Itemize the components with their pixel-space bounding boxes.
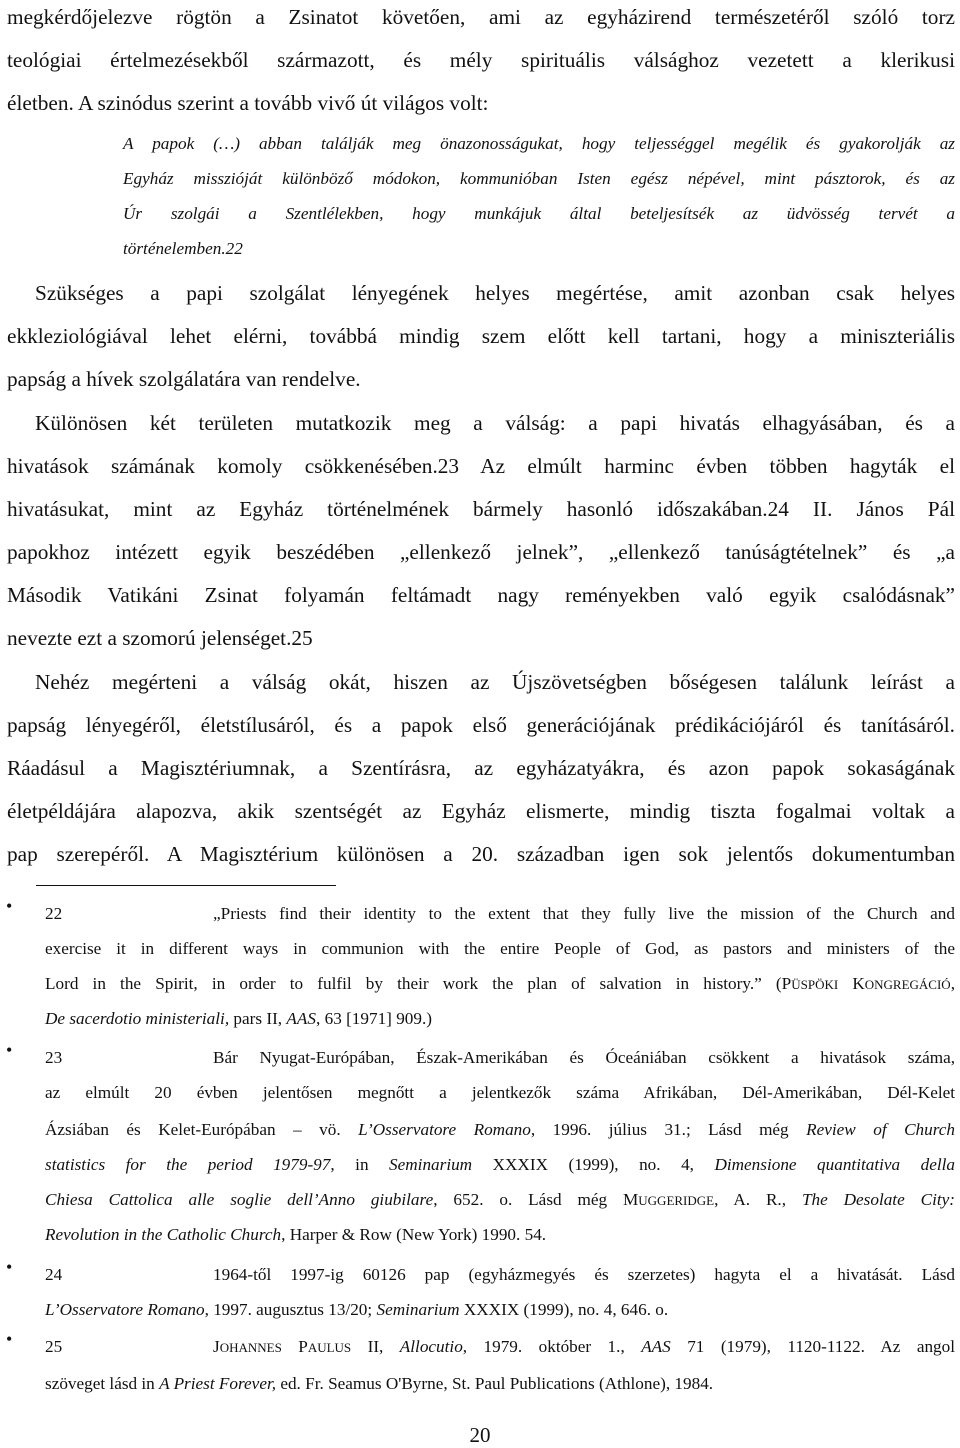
block-quote <box>123 126 955 266</box>
text-line: nevezte ezt a szomorú jelenséget.25 <box>7 626 313 650</box>
footnote-line: statistics for the period 1979-97, in Seminarium XXXIX (1999), no. 4, Dimensione quantitativa della <box>45 1155 955 1174</box>
footnote-line: az elmúlt 20 évben jelentősen megnőtt a jelentkezők száma Afrikában, Dél-Amerikában, Dél-Kelet <box>45 1083 955 1102</box>
footnote-line: L’Osservatore Romano, 1997. augusztus 13/20; Seminarium XXXIX (1999), no. 4, 646. o. <box>45 1300 669 1319</box>
quote-line: történelemben.22 <box>123 239 243 258</box>
text-line: pap szerepéről. A Magisztérium különösen a 20. században igen sok jelentős dokumentumban <box>7 842 955 866</box>
quote-line: A papok (…) abban találják meg önazonosságukat, hogy teljességgel megélik és gyakorolják az <box>123 134 955 153</box>
footnote-line: Ázsiában és Kelet-Európában – vö. L’Osservatore Romano, 1996. július 31.; Lásd még Review of Church <box>45 1120 955 1139</box>
footnote-line: JOHANNES PAULUS II, Allocutio, 1979. október 1., AAS 71 (1979), 1120-1122. Az angol <box>213 1337 956 1356</box>
text-line: papokhoz intézett egyik beszédében „ellenkező jelnek”, „ellenkező tanúságtételnek” és „a <box>7 540 955 564</box>
footnote-line: szöveget lásd in A Priest Forever, ed. Fr. Seamus O'Byrne, St. Paul Publications (Athlone), 1984. <box>45 1374 714 1393</box>
text-line: Különösen két területen mutatkozik meg a válság: a papi hivatás elhagyásában, és a <box>35 411 955 435</box>
footnote-line: Chiesa Cattolica alle soglie dell’Anno giubilare, 652. o. Lásd még MUGGERIDGE, A. R., The Desolate City: <box>45 1190 955 1209</box>
quote-line: Egyház misszióját különböző módokon, kommunióban Isten egész népével, mint pásztorok, és az <box>123 169 955 188</box>
text-line: Második Vatikáni Zsinat folyamán feltámadt nagy reményekben való egyik csalódásnak” <box>7 583 955 607</box>
footnote-separator <box>36 885 336 886</box>
text-line: ekkleziológiával lehet elérni, továbbá mindig szem előtt kell tartani, hogy a miniszteriális <box>7 324 955 348</box>
text-line: életben. A szinódus szerint a tovább vivő út világos volt: <box>7 91 489 115</box>
text-line: hivatások számának komoly csökkenésében.23 Az elmúlt harminc évben többen hagyták el <box>7 454 955 478</box>
footnote-line: Revolution in the Catholic Church, Harper & Row (New York) 1990. 54. <box>45 1225 547 1244</box>
text-line: Szükséges a papi szolgálat lényegének helyes megértése, amit azonban csak helyes <box>35 281 955 305</box>
footnote-line: 1964-től 1997-ig 60126 pap (egyházmegyés és szerzetes) hagyta el a hivatását. Lásd <box>213 1265 955 1284</box>
page-number: 20 <box>469 1423 491 1447</box>
text-line: hivatásukat, mint az Egyház történelmének bármely hasonló időszakában.24 II. János Pál <box>7 497 955 521</box>
footnote-number: 22 <box>45 904 63 923</box>
bullet-icon: • <box>6 1329 13 1349</box>
text-line: Nehéz megérteni a válság okát, hiszen az Újszövetségben bőségesen találunk leírást a <box>35 670 955 694</box>
footnote-number: 25 <box>45 1337 63 1356</box>
text-line: papság lényegéről, életstílusáról, és a papok első generációjának prédikációjáról és tanításáról. <box>7 713 955 737</box>
text-line: Ráadásul a Magisztériumnak, a Szentírásra, az egyházatyákra, és azon papok sokaságának <box>7 756 955 780</box>
body-text-top <box>7 0 955 125</box>
text-line: papság a hívek szolgálatára van rendelve. <box>7 367 361 391</box>
paragraph-2 <box>7 402 955 660</box>
paragraph-3 <box>7 661 955 876</box>
footnote-line: „Priests find their identity to the extent that they fully live the mission of the Church and <box>213 904 955 923</box>
footnote-line: De sacerdotio ministeriali, pars II, AAS, 63 [1971] 909.) <box>45 1009 432 1028</box>
text-line: teológiai értelmezésekből származott, és mély spirituális válsághoz vezetett a klerikusi <box>7 48 955 72</box>
text-line: életpéldájára alapozva, akik szentségét az Egyház elismerte, mindig tiszta fogalmai voltak a <box>7 799 955 823</box>
paragraph-1 <box>7 272 955 401</box>
footnote-line: Bár Nyugat-Európában, Észak-Amerikában és Óceániában csökkent a hivatások száma, <box>213 1048 955 1067</box>
footnote-line: exercise it in different ways in communion with the entire People of God, as pastors and ministers of the <box>45 939 955 958</box>
quote-line: Úr szolgái a Szentlélekben, hogy munkájuk által beteljesítsék az üdvösség tervét a <box>123 204 955 223</box>
bullet-icon: • <box>6 896 13 916</box>
text-line: megkérdőjelezve rögtön a Zsinatot követően, ami az egyházirend természetéről szóló torz <box>7 5 955 29</box>
bullet-icon: • <box>6 1257 13 1277</box>
bullet-icon: • <box>6 1040 13 1060</box>
footnote-number: 23 <box>45 1048 63 1067</box>
footnote-line: Lord in the Spirit, in order to fulfil by their work the plan of salvation in history.” (PÜSPÖKI KONGREGÁCIÓ, <box>45 974 955 993</box>
footnote-number: 24 <box>45 1265 63 1284</box>
